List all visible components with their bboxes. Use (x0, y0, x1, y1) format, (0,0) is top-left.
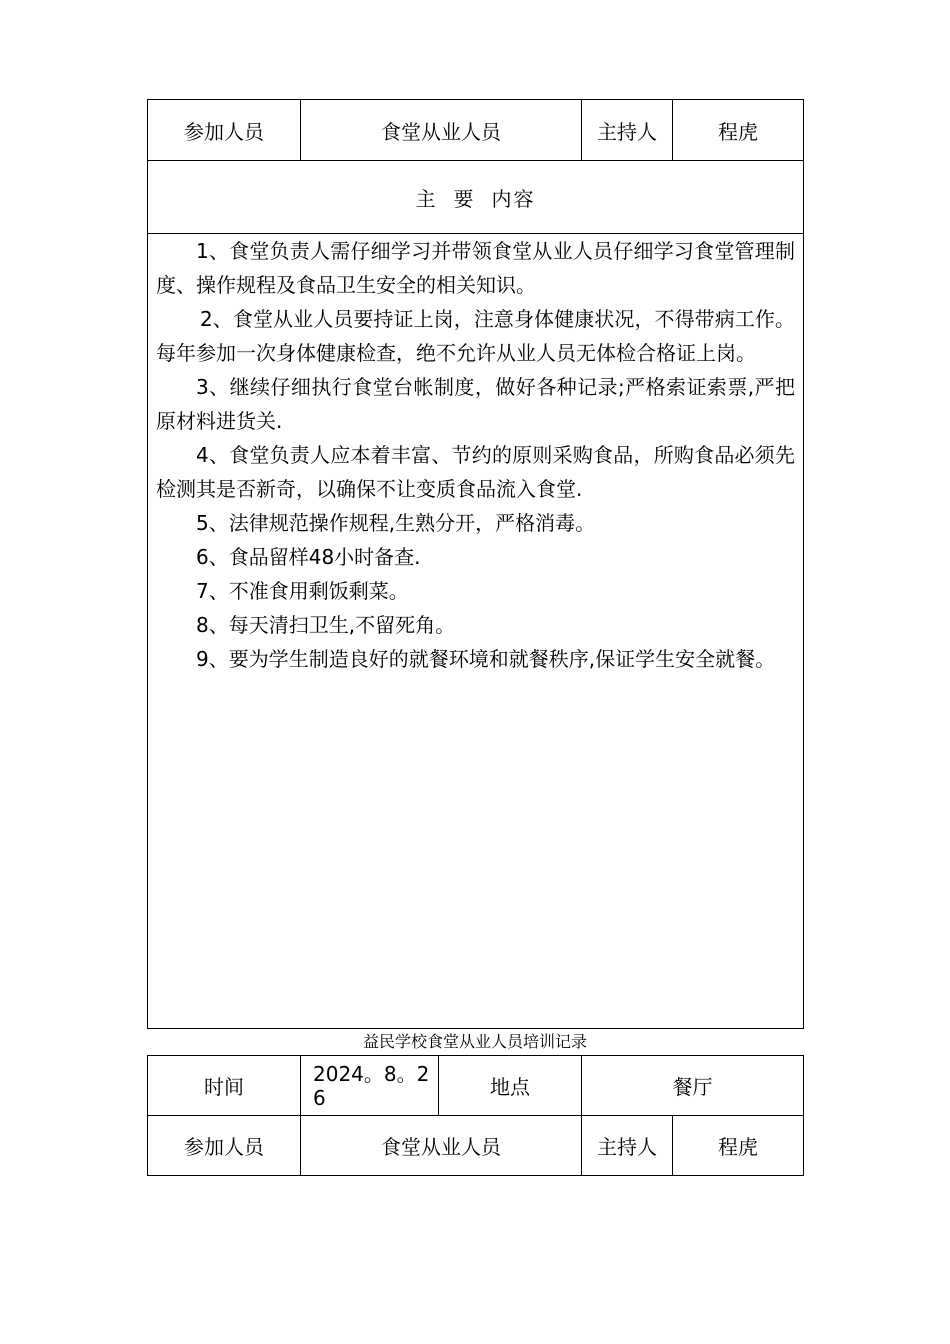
section-title-part: 内容 (491, 186, 536, 211)
training-record-table-bottom (147, 1055, 804, 1176)
content-item: 6、食品留样48小时备查. (196, 545, 421, 569)
section-title (148, 161, 804, 234)
host-label: 主持人 (582, 1116, 673, 1176)
time-value: 2024。8。26 (301, 1056, 439, 1116)
participants-label: 参加人员 (148, 1116, 301, 1176)
record-caption: 益民学校食堂从业人员培训记录 (362, 1032, 587, 1051)
content-list (148, 234, 803, 676)
training-record-table-top (147, 99, 804, 1029)
participants-label: 参加人员 (148, 100, 301, 161)
content-item: 8、每天清扫卫生,不留死角。 (196, 613, 456, 637)
place-label: 地点 (439, 1056, 582, 1116)
content-item: 9、要为学生制造良好的就餐环境和就餐秩序,保证学生安全就餐。 (196, 647, 776, 671)
host-value: 程虎 (673, 100, 804, 161)
participants-value: 食堂从业人员 (301, 100, 582, 161)
content-item: 2、食堂从业人员要持证上岗，注意身体健康状况，不得带病工作。每年参加一次身体健康检查，绝不允许从业人员无体检合格证上岗。 (156, 307, 795, 365)
content-item: 4、食堂负责人应本着丰富、节约的原则采购食品，所购食品必须先检测其是否新奇，以确保不让变质食品流入食堂. (156, 443, 795, 501)
content-item: 7、不准食用剩饭剩菜。 (196, 579, 409, 603)
place-value: 餐厅 (582, 1056, 804, 1116)
section-title-part: 主 (415, 186, 438, 211)
participants-value: 食堂从业人员 (301, 1116, 582, 1176)
content-item: 1、食堂负责人需仔细学习并带领食堂从业人员仔细学习食堂管理制度、操作规程及食品卫生安全的相关知识。 (156, 239, 795, 297)
host-label: 主持人 (582, 100, 673, 161)
host-value: 程虎 (673, 1116, 804, 1176)
content-item: 3、继续仔细执行食堂台帐制度，做好各种记录;严格索证索票,严把原材料进货关. (156, 375, 795, 433)
main-content-cell (148, 234, 804, 1029)
section-title-part: 要 (453, 186, 476, 211)
content-item: 5、法律规范操作规程,生熟分开，严格消毒。 (196, 511, 596, 535)
time-label: 时间 (148, 1056, 301, 1116)
